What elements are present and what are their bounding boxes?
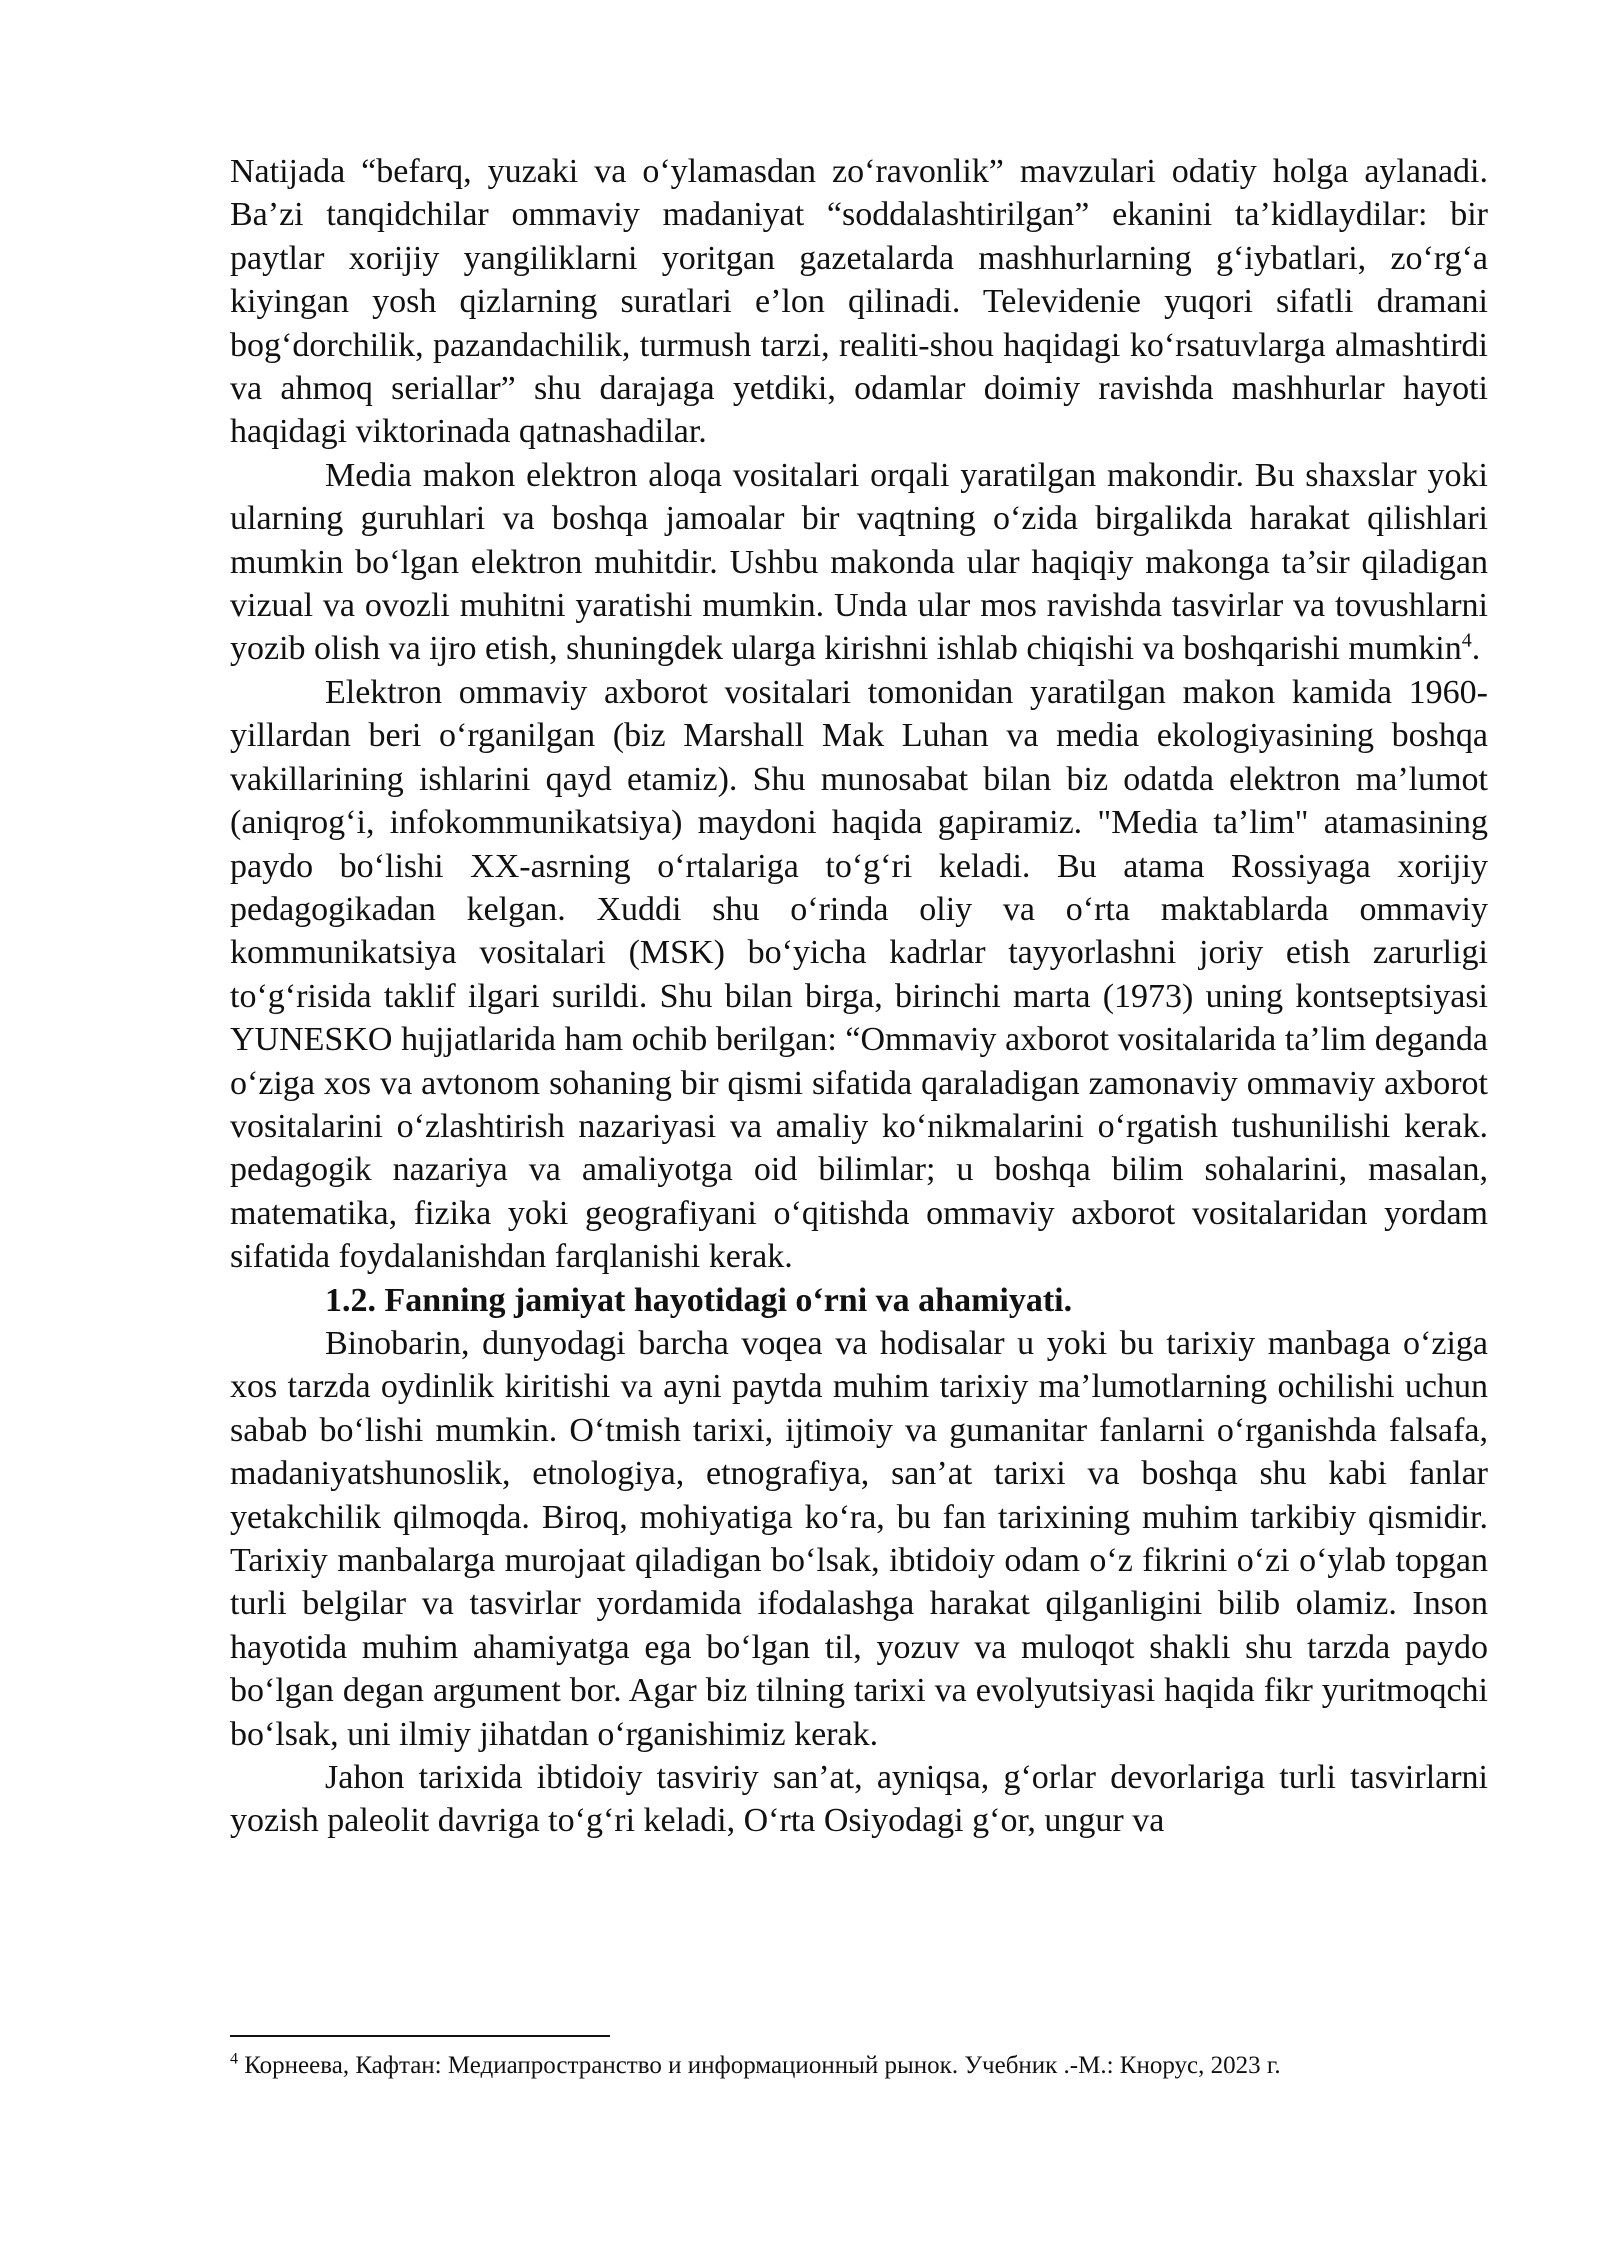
paragraph: Jahon tarixida ibtidoiy tasviriy san’at, ayniqsa, g‘orlar devorlariga turli tasvirlarni yozish paleolit davriga to‘g‘ri keladi, O‘rta Osiyodagi g‘or, ungur va — [230, 1759, 1488, 1840]
footnote — [230, 2050, 1488, 2082]
paragraph: Elektron ommaviy axborot vositalari tomonidan yaratilgan makon kamida 1960-yillardan beri o‘rganilgan (biz Marshall Mak Luhan va media ekologiyasining boshqa vakillarining ishlarini qayd etamiz). Shu munosabat bilan biz odatda elektron ma’lumot (aniqrog‘i, infokommunikatsiya) maydoni haqida gapiramiz. "Media ta’lim" atamasining paydo bo‘lishi XX-asrning o‘rtalariga to‘g‘ri keladi. Bu atama Rossiyaga xorijiy pedagogikadan kelgan. Xuddi shu o‘rinda oliy va o‘rta maktablarda ommaviy kommunikatsiya vositalari (MSK) bo‘yicha kadrlar tayyorlashni joriy etish zarurligi to‘g‘risida taklif ilgari surildi. Shu bilan birga, birinchi marta (1973) uning kontseptsiyasi YUNESKO hujjatlarida ham ochib berilgan: “Ommaviy axborot vositalarida ta’lim deganda o‘ziga xos va avtonom sohaning bir qismi sifatida qaraladigan zamonaviy ommaviy axborot vositalarini o‘zlashtirish nazariyasi va amaliy ko‘nikmalarini o‘rgatish tushunilishi kerak. pedagogik nazariya va amaliyotga oid bilimlar; u boshqa bilim sohalarini, masalan, matematika, fizika yoki geografiyani o‘qitishda ommaviy axborot vositalaridan yordam sifatida foydalanishdan farqlanishi kerak. — [230, 673, 1488, 1276]
paragraph-text: Media makon elektron aloqa vositalari orqali yaratilgan makondir. Bu shaxslar yoki ularning guruhlari va boshqa jamoalar bir vaqtning o‘zida birgalikda harakat qilishlari mumkin bo‘lgan elektron muhitdir. Ushbu makonda ular haqiqiy makonga ta’sir qiladigan vizual va ovozli muhitni yaratishi mumkin. Unda ular mos ravishda tasvirlar va tovushlarni yozib olish va ijro etish, shuningdek ularga kirishni ishlab chiqishi va boshqarishi mumkin — [230, 456, 1488, 668]
footnote-text: Корнеева, Кафтан: Медиапространство и информационный рынок. Учебник .-М.: Кнорус, 2023 г. — [238, 2052, 1281, 2079]
paragraph: Binobarin, dunyodagi barcha voqea va hodisalar u yoki bu tarixiy manbaga o‘ziga xos tarzda oydinlik kiritishi va ayni paytda muhim tarixiy ma’lumotlarning ochilishi uchun sabab bo‘lishi mumkin. O‘tmish tarixi, ijtimoiy va gumanitar fanlarni o‘rganishda falsafa, madaniyatshunoslik, etnologiya, etnografiya, san’at tarixi va boshqa shu kabi fanlar yetakchilik qilmoqda. Biroq, mohiyatiga ko‘ra, bu fan tarixining muhim tarkibiy qismidir. Tarixiy manbalarga murojaat qiladigan bo‘lsak, ibtidoiy odam o‘z fikrini o‘zi o‘ylab topgan turli belgilar va tasvirlar yordamida ifodalashga harakat qilganligini bilib olamiz. Inson hayotida muhim ahamiyatga ega bo‘lgan til, yozuv va muloqot shakli shu tarzda paydo bo‘lgan degan argument bor. Agar biz tilning tarixi va evolyutsiyasi haqida fikr yuritmoqchi bo‘lsak, uni ilmiy jihatdan o‘rganishimiz kerak. — [230, 1324, 1488, 1753]
section-heading: 1.2. Fanning jamiyat hayotidagi o‘rni va ahamiyati. — [325, 1281, 1073, 1319]
footnote-divider — [230, 2035, 610, 2037]
body-text — [230, 150, 1488, 1843]
footnote-reference[interactable]: 4 — [1461, 630, 1472, 653]
footnote-number: 4 — [230, 2050, 238, 2068]
paragraph-end: . — [1471, 630, 1481, 668]
paragraph — [230, 454, 1488, 671]
paragraph: Natijada “befarq, yuzaki va o‘ylamasdan zo‘ravonlik” mavzulari odatiy holga aylanadi. Ba’zi tanqidchilar ommaviy madaniyat “soddalashtirilgan” ekanini ta’kidlaydilar: bir paytlar xorijiy yangiliklarni yoritgan gazetalarda mashhurlarning g‘iybatlari, zo‘rg‘a kiyingan yosh qizlarning suratlari e’lon qilinadi. Televidenie yuqori sifatli dramani bog‘dorchilik, pazandachilik, turmush tarzi, realiti-shou haqidagi ko‘rsatuvlarga almashtirdi va ahmoq seriallar” shu darajaga yetdiki, odamlar doimiy ravishda mashhurlar hayoti haqidagi viktorinada qatnashadilar. — [230, 153, 1488, 451]
